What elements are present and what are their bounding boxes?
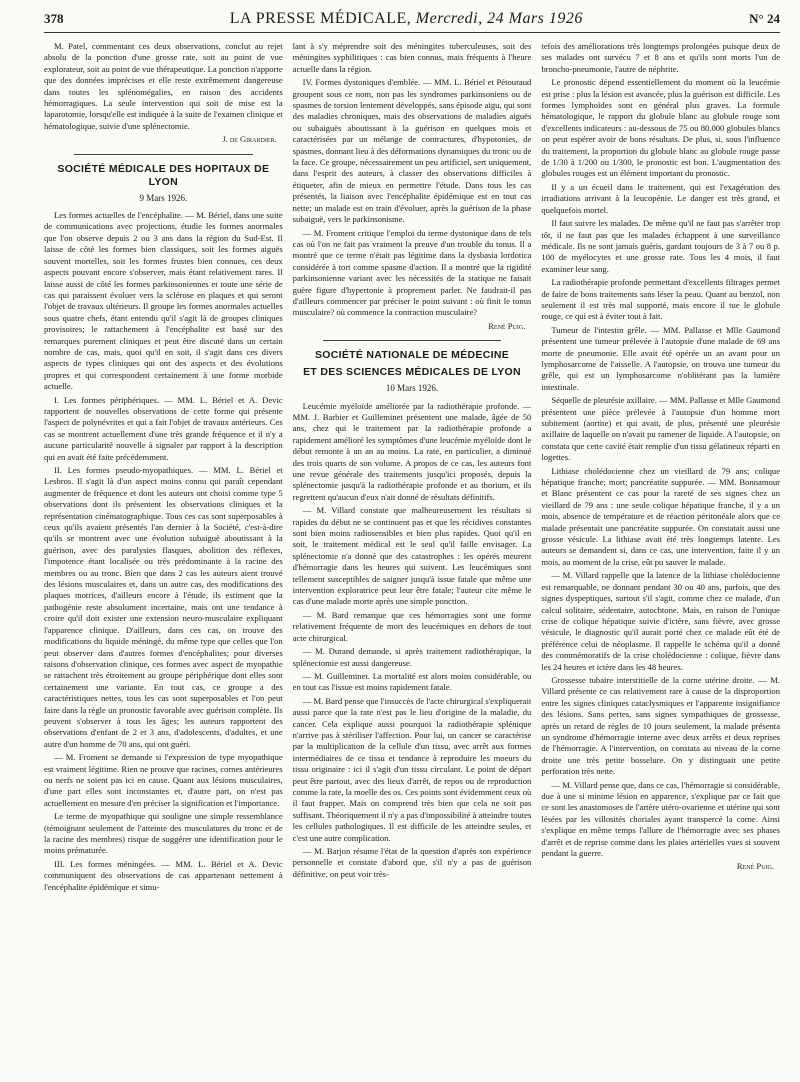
paragraph: — M. Bard pense que l'insuccès de l'acte chirurgical s'expliquerait aussi parce que la rate n'est pas le lieu d'origine de la maladie, du cancer. Cela explique aussi pourquoi la radiothérapie splénique n'arrive pas à stériliser l'affection. Pour lui, un cancer se caractérise par la multiplication de la cellule d'un tissu, avec arrêt aux formes intermédiaires de ce tissu et tendance à reproduire les moeurs du tissu originaire : ici il s'agit d'un tissu circulant. Le point de départ peut être partout, avec des lieux d'arrêt, de repos ou de reproduction comme la rate, la moelle des os. Ces points sont évidemment ceux où il faut frapper. Mais on comprend très bien que cela ne soit pas suffisant. Théoriquement il n'y a pas d'impossibilité à atteindre toutes les cellules pathologiques. Il est difficile de les atteindre seules, et c'est une autre complication. bbox=[292, 695, 532, 843]
paragraph: — M. Villard constate que malheureusement les résultats si rapides du début ne se continuent pas et que les récidives constantes sont bien moins radiosensibles et bien plus rapides. Quoi qu'il en soit, le traitement médical est le seul qu'il faille envisager. La splénectomie n'a donné que des catastrophes : les opérés meurent d'hémorragie dans les heures qui suivent. Les leucémiques sont tellement susceptibles de saigner jusqu'à issue fatale que même une intervention exploratrice peut leur être fatale; l'auteur cite même le cas d'une malade morte après une simple ponction. bbox=[292, 505, 532, 607]
paragraph: Leucémie myéloïde améliorée par la radiothérapie profonde. — MM. J. Barbier et Guilleminet présentent une malade, âgée de 50 ans, chez qui le traitement par la radiothérapie profonde a rapidement amélioré les symptômes d'une leucémie myéloïde dont le début remonte à un an au moins. La rate, en particulier, a diminué des trois quarts de son volume. A propos de ce cas, les auteurs font une revue générale des traitements jusqu'ici proposés, depuis la splénectomie jusqu'à la radiothérapie profonde et au thorium, et ils regrettent qu'aucun d'eux n'ait donné de résultats définitifs. bbox=[292, 400, 532, 502]
journal-name: LA PRESSE MÉDICALE, bbox=[229, 10, 412, 27]
divider bbox=[323, 340, 502, 341]
section-date: 10 Mars 1926. bbox=[385, 383, 439, 394]
paragraph: I. Les formes périphériques. — MM. L. Bériel et A. Devic rapportent de nouvelles observations de cette forme qui présente l'aspect de polynévrites et qui a fait l'objet de travaux antérieurs. Ces cas se montrent actuellement d'une très grande fréquence et il n'y a aucune particularité nouvelle à signaler par rapport à la description qui en avait été faite précédemment. bbox=[44, 394, 283, 462]
signature: René Puig. bbox=[488, 320, 526, 331]
divider bbox=[74, 154, 253, 155]
paragraph: Il faut suivre les malades. De même qu'il ne faut pas s'arrêter trop tôt, il ne faut pas que les malades échappent à une surveillance médicale. Ils ne sont jamais guéris, gardant toujours de 3 à 7 ou 8 p. 100 de myélocytes et une grosse rate. Tous les 4 mois, il faut examiner leur sang. bbox=[541, 218, 780, 274]
paragraph: II. Les formes pseudo-myopathiques. — MM. L. Bériel et Lesbros. Il s'agit là d'un aspect moins connu qui paraît cependant augmenter de fréquence et dont les auteurs ont choisi comme type 5 observations dont ils présentent les observations cliniques et la représentation cinématographique. Tous ces cas sont superposables à ceux qu'ils avaient présentés l'an dernier à la Société, c'est-à-dire qu'ils se montrent avec une évolution subaiguë aboutissant à la guérison, avec des paralysies flasques, abolition des réflexes, l'impotence étant localisée ou très prédominante à la racine des membres ou au tronc. Bien que dans 2 cas les auteurs aient trouvé des lésions musculaires et, dans un autre cas, des modifications des plaques motrices, d'ailleurs encore à l'étude, ils estiment que la pathogénie reste absolument incertaine, mais ont une tendance à croire qu'il doit exister une extension neuro-musculaire expliquant l'apparence clinique. D'ailleurs, dans ces cas, on trouve des modifications du liquide méningé, du même type que celles que l'on peut observer dans d'autres formes d'encéphalites; pour diverses raisons d'observation clinique, ces formes avec aspect de myopathie se rattachent très étroitement au groupe périphérique dont elles sont certainement une variante. En tout cas, ce groupe a des caractéristiques nettes, tous les cas sont superposables et l'on peut faire dans la règle un pronostic favorable avec guérison complète. Ils peuvent s'observer à tous les âges; les auteurs rapportent des observations d'enfant de 2 et 3 ans, d'adolescents, d'adultes, et une autre d'un homme de 70 ans, qui ont guéri. bbox=[44, 465, 283, 749]
page-header bbox=[44, 10, 780, 33]
signature: J. de Girardier. bbox=[222, 134, 277, 145]
paragraph: Grossesse tubaire interstitielle de la corne utérine droite. — M. Villard présente ce cas relativement rare à cause de la disproportion entre les signes cliniques cataclysmiques et l'apparente insignifiance des lésions. Sans pertes, sans signes sympathiques de grossesse, après un retard de règles de 10 jours seulement, la malade présenta un syndrome d'hémorragie interne avec deux arrêts et deux reprises de l'hémorragie. A l'intervention, on constata au niveau de la corne droite une très petite bosselure. On y distinguait une petite perforation très nette. bbox=[541, 674, 780, 777]
paragraph: M. Patel, commentant ces deux observations, conclut au rejet absolu de la ponction d'une grosse rate, soit au point de vue explorateur, soit au point de vue thérapeutique. La ponction n'apporte que des données imprécises et elle reste extrêmement dangereuse dans toutes les splénomégalies, en raison des accidents hémorragiques. La seule intervention qui soit de mise est la laparotomie, lorsqu'elle est indiquée à la suite de l'examen clinique et hématologique, suivie d'une splénectomie. bbox=[44, 41, 283, 131]
column-1 bbox=[44, 41, 283, 1076]
paragraph: Le terme de myopathique qui souligne une simple ressemblance (témoignant seulement de l'atteinte des musculatures du tronc et de la racine des membres) risque de suggérer une identification pour le moins prématurée. bbox=[44, 811, 283, 856]
paragraph: Le pronostic dépend essentiellement du moment où la leucémie est prise : plus la lésion est avancée, plus la guérison est difficile. Les formes lymphoïdes sont en général plus graves. La formule hématologique, le rapport du globule blanc au globule rouge sont d'excellents indicateurs : au-dessous de 75 ou 80.000 globules blancs on peut espérer avoir de bons résultats. De plus, si, sous l'influence du traitement, la proportion du globule blanc au globule rouge passe de 1/30 à 1/200 ou 1/300, le pronostic est bon. L'augmentation des globules rouges est un élément important du pronostic. bbox=[541, 77, 780, 179]
journal-title bbox=[230, 10, 583, 28]
paragraph: — M. Villard pense que, dans ce cas, l'hémorragie si considérable, due à une si minime lésion en apparence, s'explique par ce fait que ce sont les anastomoses de l'artère utéro-ovarienne et utérine qui sont lésées par les villosités choriales ayant transpercé la corne. Ainsi s'explique en même temps l'allure de l'hémorragie avec ses phases d'arrêt et de reprise comme dans les plaies artérielles vues si souvent pendant la guerre. bbox=[541, 779, 780, 859]
paragraph: Il y a un écueil dans le traitement, qui est l'exagération des irradiations arrivant à la leucopénie. Le danger est très grand, et quelquefois mortel. bbox=[541, 181, 780, 215]
paragraph: Séquelle de pleurésie axillaire. — MM. Pallasse et Mlle Gaumond présentent une pièce prélevée à l'autopsie d'un homme mort subitement (aortite) et qui avait, de plus, présenté une pleurésie axillaire de laquelle on n'avait pu ramener de liquide. A l'autopsie, on constata que cette cavité était remplie d'un tissu gélatineux réparti en logettes. bbox=[541, 395, 780, 463]
section-title: SOCIÉTÉ MÉDICALE DES HOPITAUX DE LYON bbox=[57, 162, 270, 188]
issue-date: Mercredi, 24 Mars 1926 bbox=[415, 10, 583, 27]
paragraph: Les formes actuelles de l'encéphalite. — M. Bériel, dans une suite de communications avec projections, étudie les formes anormales que l'on observe depuis 2 ou 3 ans dans la région du Sud-Est. Il laisse de côté les formes bien classiques, soit les formes aiguës souvent mortelles, soit les formes frustes bien connues, ces deux aspects pouvant encore s'observer, mais étant relativement rares. Il laisse aussi de côté les formes parkinsoniennes et toute une série de cas qui paraissent évoluer vers la sclérose en plaques et qui seront l'objet de travaux ultérieurs. Il groupe les formes anormales actuelles sous quatre chefs, étant entendu qu'il s'agit là de groupes cliniques provisoires; le rattachement à l'encéphalite est basé sur des remarques purement cliniques et peut être discuté dans un certain nombre de cas, mais, quoi qu'il en soit, il s'agit dans ces divers aspects de types cliniques qui ont des aspects et des évolutions propres et qui correspondent certainement à une forme morbide actuelle. bbox=[44, 210, 283, 392]
paragraph: — M. Froment se demande si l'expression de type myopathique est vraiment légitime. Rien ne prouve que racines, cornes antérieures ou nerfs ne soient pas ici en cause. Quant aux lésions musculaires, d'une part elles sont inconstantes et, d'autre part, on n'est pas actuellement en mesure d'en préciser la signification et l'importance. bbox=[44, 752, 283, 808]
paragraph: — M. Barjon résume l'état de la question d'après son expérience personnelle et constate d'abord que, s'il n'y a pas de guérison définitive, on peut voir très- bbox=[292, 846, 532, 879]
column-3 bbox=[541, 41, 780, 1076]
paragraph: — M. Durand demande, si après traitement radiothérapique, la splénectomie est aussi dangereuse. bbox=[292, 646, 532, 668]
paragraph: — M. Bard remarque que ces hémorragies sont une forme relativement fréquente de mort des leucémiques en dehors de tout acte chirurgical. bbox=[292, 609, 532, 643]
paragraph: Tumeur de l'intestin grêle. — MM. Pallasse et Mlle Gaumond présentent une tumeur prélevée à l'autopsie d'une malade de 69 ans morte de pneumonie. Elle avait été opérée un an avant pour un lymphosarcome de l'aisselle. A l'autopsie, on trouva une tumeur du grêle, qui est un lymphosarcome n'oblitérant pas la lumière intestinale. bbox=[541, 324, 780, 392]
section-date: 9 Mars 1926. bbox=[139, 192, 188, 203]
page-number: 378 bbox=[44, 11, 64, 26]
paragraph: — M. Villard rappelle que la latence de la lithiase cholédocienne est remarquable, ne donnant pendant 30 ou 40 ans, parfois, que des signes dyspeptiques, surtout s'il s'agit, comme chez ce malade, d'un calcul solitaire, sédentaire, autochtone. Mais, en raison de l'unique crise de colique hépatique suivie d'ictère, sans fièvre, avec grosse vésicule, le diagnostic qu'il aurait porté chez ce malade eût été de préférence celui de néoplasme. Il rappelle le schéma qu'il a donné des commémoratifs de la crise cholédocienne : colique, fièvre dans les 24 heures et ictère dans les 48 heures. bbox=[541, 570, 780, 672]
text-columns bbox=[44, 41, 780, 1076]
signature: René Puig. bbox=[736, 861, 775, 872]
paragraph: — M. Froment critique l'emploi du terme dystonique dans de tels cas où l'on ne fait pas vraiment la preuve d'un trouble du tonus. Il a montré que ce terme n'était pas légitime dans la dysbasia lordotica considérée à tort comme spasme d'action. Il a montré que la rigidité parkinsonienne variant avec les nécessités de la statique ne faisait guère figure d'hypertonie à proprement parler. Ne faudrait-il pas d'ailleurs commencer par préciser le point suivant : où finit le tonus musculaire? où commence la contraction musculaire? bbox=[292, 227, 532, 318]
paragraph: IV. Formes dystoniques d'emblée. — MM. L. Bériel et Pétouraud groupent sous ce nom, non pas les syndromes parkinsoniens ou de spasmes de torsion lentement développés, sans épisode aigu, qui sont des maladies chroniques, mais des observations de maladies aiguës ou subaiguës aboutissant à la guérison en quelques mois et caractérisées par un mélange de contractures, d'hypotonies, de spasmes, donnant lieu à des déformations dynamiques du tronc ou de la face. Ce groupe, nécessairement un peu artificiel, sert uniquement, dans l'esprit des auteurs, à classer des observations difficiles à étiqueter, afin de mieux en permettre l'étude. Dans tous les cas présentés, la liaison avec l'encéphalite épidémique est en tout cas nette; un malade est en train d'évoluer, après la guérison de la phase subaiguë, vers le parkinsonisme. bbox=[292, 77, 532, 225]
paragraph: lant à s'y méprendre soit des méningites tuberculeuses, soit des méningites syphilitiques : cas bien connus, mais fréquents à l'heure actuelle dans la région. bbox=[292, 41, 532, 74]
issue-number: N° 24 bbox=[749, 11, 780, 26]
paragraph: III. Les formes méningées. — MM. L. Bériel et A. Devic communiquent des observations de cas appartenant nettement à l'encéphalite épidémique et simu- bbox=[44, 858, 283, 892]
section-title-line-1: SOCIÉTÉ NATIONALE DE MÉDECINE bbox=[314, 349, 510, 362]
column-2 bbox=[293, 41, 532, 1076]
paragraph: — M. Guilleminet. La mortalité est alors moins considérable, ou en tout cas l'issue est moins rapidement fatale. bbox=[292, 670, 532, 693]
paragraph: La radiothérapie profonde permettant d'excellents filtrages permet de faire de bons traitements sans léser la peau. Quant au benzol, non seulement il est très mal supporté, mais encore il tue le globule rouge, ce qui est à éviter tout à fait. bbox=[541, 277, 780, 322]
paragraph: tefois des améliorations très longtemps prolongées puisque deux de ses malades ont survécu 7 et 8 ans et qu'ils sont morts l'un de broncho-pneumonie, l'autre de néphrite. bbox=[541, 41, 780, 74]
section-title-line-2: ET DES SCIENCES MÉDICALES DE LYON bbox=[303, 366, 521, 379]
paragraph: Lithiase cholédocienne chez un vieillard de 79 ans; colique hépatique franche; mort; pancréatite suppurée. — MM. Bonnamour et Blanc présentent ce cas pour la rareté de ses signes chez un vieillard de 79 ans : une seule colique hépatique franche, il y a un mois, absence de température et de réaction péritonéale alors que ce malade présentait une pancréatite suppurée. On constatait aussi une grosse vésicule. La lithiase avait été très longtemps latente. Les auteurs se demandent si, dans ce cas, une intervention, faite il y un mois, au moment de la crise, eût pu sauver le malade. bbox=[541, 465, 780, 567]
